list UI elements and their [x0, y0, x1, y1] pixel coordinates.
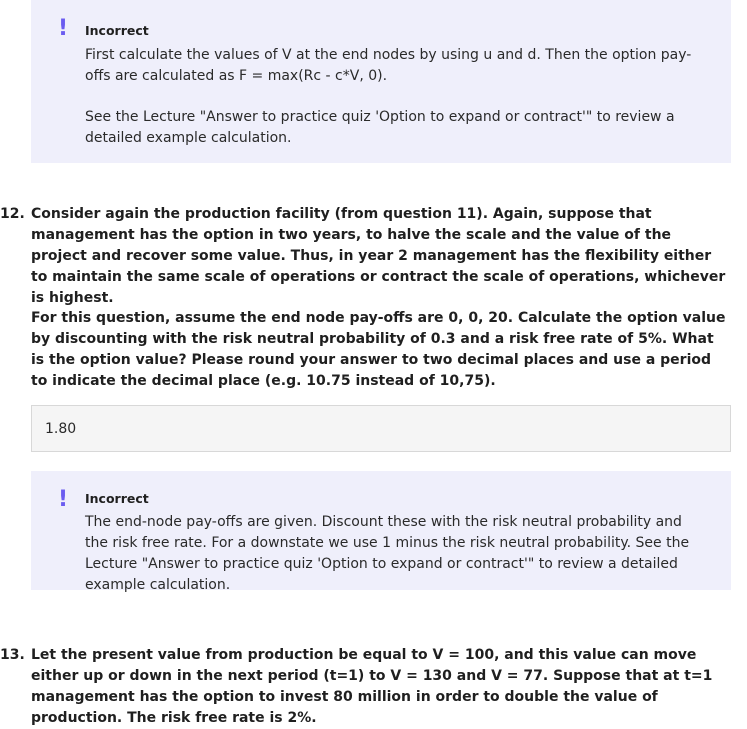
question-text: Consider again the production facility (from question 11). Again, suppose that management has the option in two years, to halve the scale and the value of the project and recover some value. Thus, in year 2 management has the flexibility either to maintain the same scale of operations or contract the scale of operations, whichever is highest.	[31, 206, 726, 306]
feedback-text: See the Lecture "Answer to practice quiz 'Option to expand or contract'" to review a detailed example calculation.	[85, 109, 675, 146]
exclamation-icon: !	[58, 487, 69, 512]
question-text: For this question, assume the end node pay-offs are 0, 0, 20. Calculate the option value by discounting with the risk neutral probability of 0.3 and a risk free rate of 5%. What is the option value? Please round your answer to two decimal places and use a period to indicate the decimal place (e.g. 10.75 instead of 10,75).	[31, 310, 726, 389]
feedback-text: The end-node pay-offs are given. Discount these with the risk neutral probability and the risk free rate. For a downstate we use 1 minus the risk neutral probability. See the Lecture "Answer to practice quiz 'Option to expand or contract'" to review a detailed example calculation.	[85, 514, 690, 593]
exclamation-icon: !	[58, 16, 69, 41]
question-number: 12.	[0, 206, 25, 222]
feedback-status: Incorrect	[85, 491, 149, 506]
answer-value: 1.80	[45, 421, 77, 437]
feedback-panel	[31, 0, 731, 163]
feedback-status: Incorrect	[85, 23, 149, 38]
feedback-panel	[31, 471, 731, 593]
feedback-text: First calculate the values of V at the end nodes by using u and d. Then the option pay-offs are calculated as F = max(Rc - c*V, 0).	[85, 47, 692, 84]
question-text: Let the present value from production be equal to V = 100, and this value can move either up or down in the next period (t=1) to V = 130 and V = 77. Suppose that at t=1 management has the option to invest 80 million in order to double the value of production. The risk free rate is 2%.	[31, 647, 713, 726]
answer-input[interactable]	[31, 405, 731, 452]
question-number: 13.	[0, 647, 25, 663]
